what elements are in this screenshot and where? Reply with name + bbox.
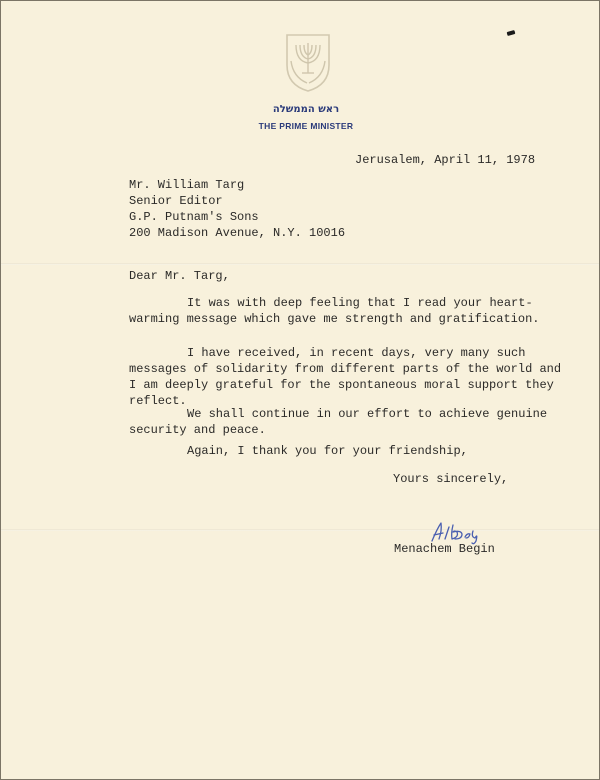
body-line: warming message which gave me strength and gratification. <box>129 312 540 326</box>
fold-crease-lower <box>1 529 599 531</box>
recipient-name: Mr. William Targ <box>129 178 245 192</box>
date-line: Jerusalem, April 11, 1978 <box>355 153 536 167</box>
body-line: We shall continue in our effort to achieve genuine <box>187 407 548 421</box>
recipient-title: Senior Editor <box>129 194 223 208</box>
body-line: I have received, in recent days, very many such <box>187 346 526 360</box>
letterhead-hebrew-title: ראש הממשלה <box>272 104 340 115</box>
salutation: Dear Mr. Targ, <box>129 269 230 283</box>
body-paragraph-2 <box>129 345 562 409</box>
body-paragraph-4 <box>129 443 509 459</box>
body-line: security and peace. <box>129 423 266 437</box>
signer-name: Menachem Begin <box>394 542 495 556</box>
body-line: I am deeply grateful for the spontaneous moral support they <box>129 378 554 392</box>
body-line: Again, I thank you for your friendship, <box>187 444 468 458</box>
body-line: It was with deep feeling that I read your heart- <box>187 296 533 310</box>
menorah-emblem-icon <box>283 31 333 93</box>
body-paragraph-1 <box>129 295 540 327</box>
letterhead-office-title: THE PRIME MINISTER <box>258 121 354 131</box>
body-line: messages of solidarity from different parts of the world and <box>129 362 562 376</box>
body-line: reflect. <box>129 394 187 408</box>
fold-crease-upper <box>1 263 599 265</box>
closing: Yours sincerely, <box>393 472 509 486</box>
body-paragraph-3 <box>129 406 548 438</box>
ink-speck <box>507 30 516 36</box>
recipient-address <box>129 177 345 241</box>
recipient-street: 200 Madison Avenue, N.Y. 10016 <box>129 226 346 240</box>
recipient-company: G.P. Putnam's Sons <box>129 210 259 224</box>
